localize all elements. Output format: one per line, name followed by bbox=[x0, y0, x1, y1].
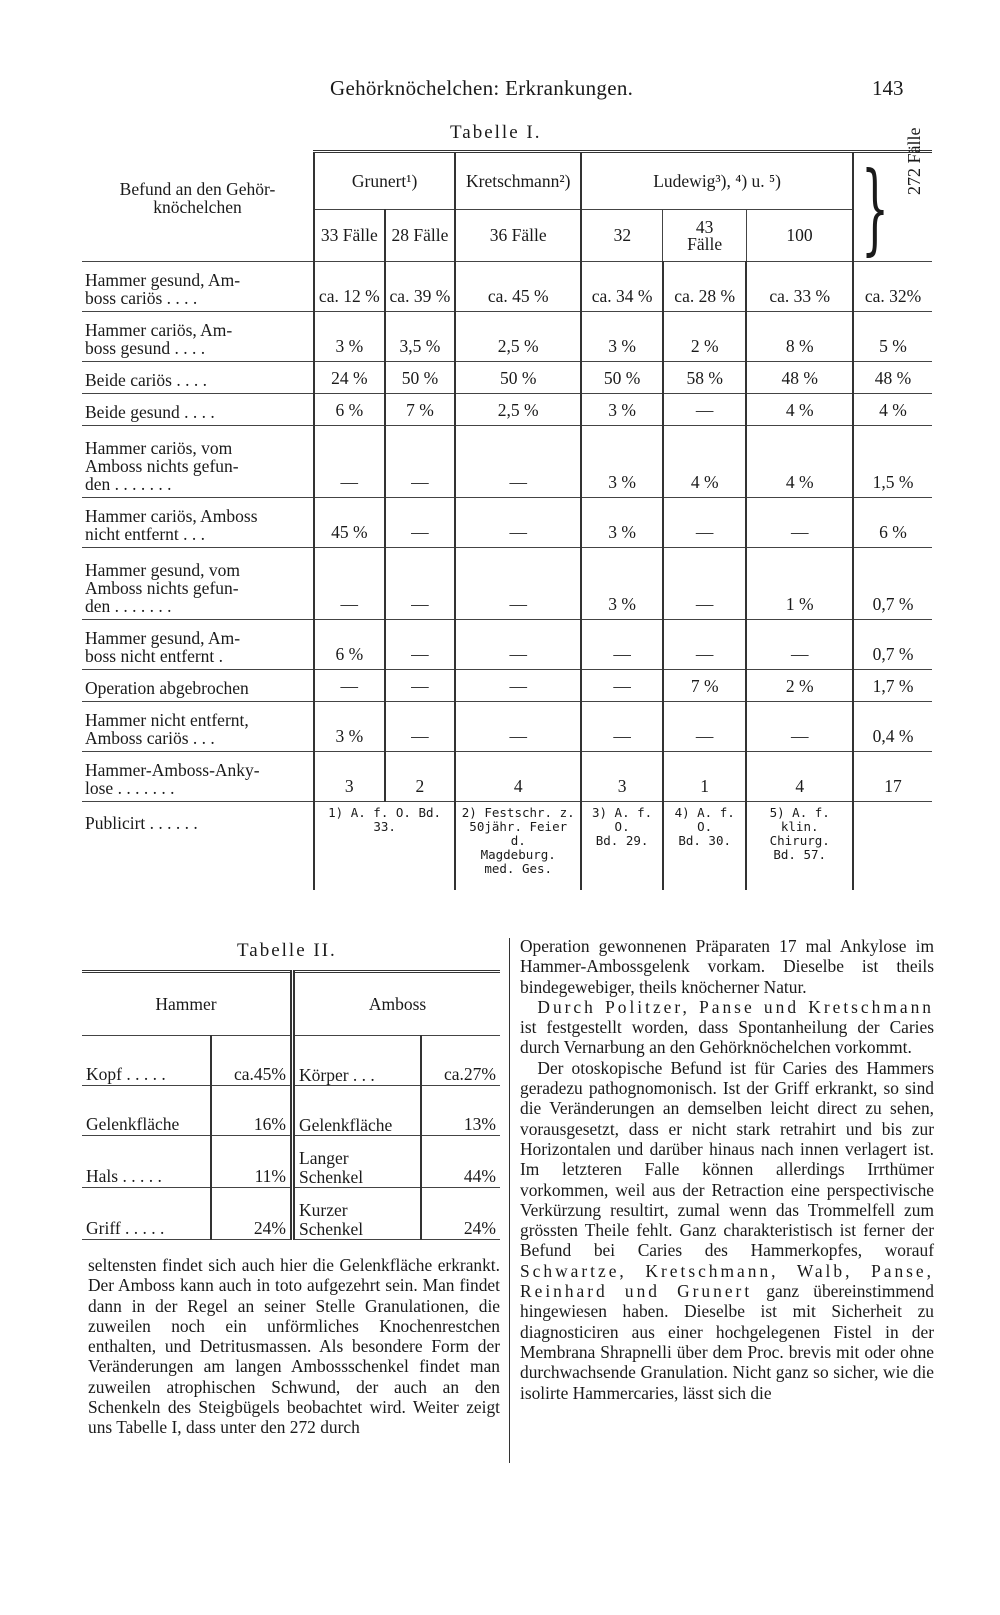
hammer-value: 24% bbox=[211, 1188, 293, 1240]
cell-value: — bbox=[455, 670, 581, 702]
cell-value: 24 % bbox=[314, 362, 385, 394]
cell-value: ca. 12 % bbox=[314, 262, 385, 312]
cell-value: 2 % bbox=[663, 312, 746, 362]
cell-value: — bbox=[746, 702, 853, 752]
cell-value: 4 % bbox=[746, 394, 853, 426]
cell-value: — bbox=[455, 426, 581, 498]
cell-value: 3 % bbox=[581, 426, 663, 498]
sub-header: 28 Fälle bbox=[385, 210, 456, 262]
table-row bbox=[82, 394, 932, 426]
cell-value: 50 % bbox=[455, 362, 581, 394]
amboss-value: 24% bbox=[421, 1188, 500, 1240]
cell-value: 4 bbox=[455, 752, 581, 802]
cell-value: — bbox=[314, 426, 385, 498]
cell-value: ca. 33 % bbox=[746, 262, 853, 312]
table-row bbox=[82, 262, 932, 312]
author-names-2: Schwartze, Kretschmann, Walb, Panse, Reinhard und Grunert bbox=[520, 1260, 934, 1302]
cell-value: 3 % bbox=[581, 548, 663, 620]
cell-value: 6 % bbox=[853, 498, 932, 548]
amboss-part: Kurzer Schenkel bbox=[293, 1188, 422, 1240]
cell-value: 50 % bbox=[581, 362, 663, 394]
sub-header: 43 Fälle bbox=[663, 210, 746, 262]
table-row bbox=[82, 1136, 500, 1188]
cell-value: 48 % bbox=[746, 362, 853, 394]
published-ref: 2) Festschr. z. 50jähr. Feier d. Magdeburg. med. Ges. bbox=[455, 802, 581, 890]
cell-value: — bbox=[663, 394, 746, 426]
row-label: Hammer cariös, Amboss nicht entfernt . . . bbox=[82, 498, 314, 548]
cell-value: 50 % bbox=[385, 362, 456, 394]
sub-header: 36 Fälle bbox=[455, 210, 581, 262]
cell-value: 3 % bbox=[581, 498, 663, 548]
cell-value: 7 % bbox=[385, 394, 456, 426]
cell-value: ca. 45 % bbox=[455, 262, 581, 312]
cell-value: 4 bbox=[746, 752, 853, 802]
total-cases-label: 272 Fälle bbox=[904, 127, 924, 195]
table2-caption: Tabelle II. bbox=[237, 940, 337, 961]
cell-value: — bbox=[455, 702, 581, 752]
table-row bbox=[82, 620, 932, 670]
cell-value: 5 % bbox=[853, 312, 932, 362]
published-label: Publicirt . . . . . . bbox=[85, 813, 198, 833]
left-column-text: seltensten findet sich auch hier die Gelenkfläche erkrankt. Der Amboss kann auch in toto aufgezehrt sein. Man findet dann in der Regel an seiner Stelle Granulationen, die zuweilen noch ein unförmliches Knochenrestchen enthalten, und Detritusmassen. Als besondere Form der Veränderungen am langen Ambossschenkel findet man zuweilen atrophischen Schwund, der auch an den Schenkeln des Steigbügels beobachtet wird. Weiter zeigt uns Tabelle I, dass unter den 272 durch bbox=[88, 1255, 500, 1438]
cell-value: — bbox=[663, 498, 746, 548]
row-label: Hammer cariös, vom Amboss nichts gefun- den . . . . . . . bbox=[82, 426, 314, 498]
hammer-part: Kopf . . . . . bbox=[82, 1036, 211, 1086]
cell-value: 4 % bbox=[663, 426, 746, 498]
table-row bbox=[82, 1188, 500, 1240]
cell-value: — bbox=[581, 702, 663, 752]
group-header: Grunert¹) bbox=[314, 152, 455, 210]
cell-value: — bbox=[581, 620, 663, 670]
amboss-part: Gelenkfläche bbox=[293, 1086, 422, 1136]
cell-value: — bbox=[385, 426, 456, 498]
running-title: Gehörknöchelchen: Erkrankungen. bbox=[330, 76, 634, 100]
column-divider bbox=[509, 938, 510, 1463]
cell-value: 0,4 % bbox=[853, 702, 932, 752]
paragraph-spontanheilung: ist festgestellt worden, dass Spontanheilung der Caries durch Vernarbung an den Gehörknöchelchen vorkommt. bbox=[520, 1017, 934, 1058]
cell-value: ca. 28 % bbox=[663, 262, 746, 312]
right-column-text bbox=[520, 936, 934, 1403]
sub-header: 33 Fälle bbox=[314, 210, 385, 262]
cell-value: 1 % bbox=[746, 548, 853, 620]
cell-value: ca. 34 % bbox=[581, 262, 663, 312]
cell-value: — bbox=[385, 620, 456, 670]
cell-value: 6 % bbox=[314, 620, 385, 670]
cell-value: 3 % bbox=[581, 394, 663, 426]
cell-value: — bbox=[385, 702, 456, 752]
table-row bbox=[82, 312, 932, 362]
hammer-part: Gelenkfläche bbox=[82, 1086, 211, 1136]
amboss-value: 13% bbox=[421, 1086, 500, 1136]
cell-value: 3,5 % bbox=[385, 312, 456, 362]
cell-value: 3 % bbox=[314, 702, 385, 752]
sub-header: 100 bbox=[746, 210, 853, 262]
cell-value: 8 % bbox=[746, 312, 853, 362]
cell-value: 3 % bbox=[314, 312, 385, 362]
table-row bbox=[82, 498, 932, 548]
amboss-part: Langer Schenkel bbox=[293, 1136, 422, 1188]
table-row bbox=[82, 1086, 500, 1136]
amboss-value: ca.27% bbox=[421, 1036, 500, 1086]
cell-value: 17 bbox=[853, 752, 932, 802]
published-ref: 4) A. f. O. Bd. 30. bbox=[663, 802, 746, 890]
table1 bbox=[82, 150, 932, 890]
cell-value: 4 % bbox=[746, 426, 853, 498]
cell-value: — bbox=[746, 498, 853, 548]
sub-header: 32 bbox=[581, 210, 663, 262]
hammer-value: ca.45% bbox=[211, 1036, 293, 1086]
hammer-value: 11% bbox=[211, 1136, 293, 1188]
cell-value: — bbox=[455, 620, 581, 670]
cell-value: 6 % bbox=[314, 394, 385, 426]
cell-value: — bbox=[455, 548, 581, 620]
published-ref: 1) A. f. O. Bd. 33. bbox=[314, 802, 455, 890]
row-label: Hammer gesund, vom Amboss nichts gefun- den . . . . . . . bbox=[82, 548, 314, 620]
row-label: Hammer nicht entfernt, Amboss cariös . . . bbox=[82, 702, 314, 752]
cell-value: — bbox=[663, 702, 746, 752]
cell-value: 1 bbox=[663, 752, 746, 802]
hammer-part: Griff . . . . . bbox=[82, 1188, 211, 1240]
paragraph-ankylose: Operation gewonnenen Präparaten 17 mal Ankylose im Hammer-Ambossgelenk vorkam. Dieselbe ist theils bindegewebiger, theils knöcherner Natur. bbox=[520, 936, 934, 997]
cell-value: 3 bbox=[581, 752, 663, 802]
published-ref: 5) A. f. klin. Chirurg. Bd. 57. bbox=[746, 802, 853, 890]
cell-value: ca. 32% bbox=[853, 262, 932, 312]
group-header: Kretschmann²) bbox=[455, 152, 581, 210]
table-row bbox=[82, 752, 932, 802]
cell-value: 4 % bbox=[853, 394, 932, 426]
cell-value: 2 % bbox=[746, 670, 853, 702]
table1-caption: Tabelle I. bbox=[450, 122, 542, 143]
table-row bbox=[82, 426, 932, 498]
table-row bbox=[82, 548, 932, 620]
table-row bbox=[82, 1036, 500, 1086]
paragraph-otoskopie-b: ganz übereinstimmend hingewiesen haben. Dieselbe ist mit Sicherheit zu diagnosticiren aus einer hochgelegenen Fistel in der Membrana Shrapnelli über dem Proc. brevis mit oder ohne durchwachsende Granulation. Nicht ganz so sicher, wie die isolirte Hammercaries, lässt sich die bbox=[520, 1281, 934, 1403]
cell-value: 1,5 % bbox=[853, 426, 932, 498]
row-label: Hammer gesund, Am- boss cariös . . . . bbox=[82, 262, 314, 312]
table-row bbox=[82, 362, 932, 394]
cell-value: — bbox=[663, 620, 746, 670]
row-label: Hammer gesund, Am- boss nicht entfernt . bbox=[82, 620, 314, 670]
amboss-header: Amboss bbox=[293, 972, 501, 1036]
author-names-1: Durch Politzer, Panse und Kretschmann bbox=[537, 996, 934, 1017]
cell-value: — bbox=[581, 670, 663, 702]
cell-value: — bbox=[385, 670, 456, 702]
cell-value: — bbox=[385, 498, 456, 548]
cell-value: — bbox=[314, 548, 385, 620]
cell-value: ca. 39 % bbox=[385, 262, 456, 312]
cell-value: 2,5 % bbox=[455, 394, 581, 426]
hammer-part: Hals . . . . . bbox=[82, 1136, 211, 1188]
cell-value: 7 % bbox=[663, 670, 746, 702]
cell-value: 2 bbox=[385, 752, 456, 802]
cell-value: 3 % bbox=[581, 312, 663, 362]
cell-value: 0,7 % bbox=[853, 620, 932, 670]
group-header: Ludewig³), ⁴) u. ⁵) bbox=[581, 152, 853, 210]
hammer-header: Hammer bbox=[82, 972, 293, 1036]
amboss-value: 44% bbox=[421, 1136, 500, 1188]
cell-value: — bbox=[385, 548, 456, 620]
cell-value: 3 bbox=[314, 752, 385, 802]
row-label: Operation abgebrochen bbox=[82, 670, 314, 702]
row-label: Hammer-Amboss-Anky- lose . . . . . . . bbox=[82, 752, 314, 802]
cell-value: — bbox=[746, 620, 853, 670]
cell-value: 0,7 % bbox=[853, 548, 932, 620]
row-label: Beide cariös . . . . bbox=[82, 362, 314, 394]
page-number: 143 bbox=[872, 76, 904, 100]
amboss-part: Körper . . . bbox=[293, 1036, 422, 1086]
table2 bbox=[82, 970, 500, 1240]
cell-value: 58 % bbox=[663, 362, 746, 394]
table-row bbox=[82, 670, 932, 702]
cell-value: 1,7 % bbox=[853, 670, 932, 702]
row-label: Hammer cariös, Am- boss gesund . . . . bbox=[82, 312, 314, 362]
cell-value: 2,5 % bbox=[455, 312, 581, 362]
cell-value: 45 % bbox=[314, 498, 385, 548]
published-ref-empty bbox=[853, 802, 932, 890]
brace-glyph: } bbox=[861, 152, 890, 266]
corner-label: Befund an den Gehör- knöchelchen bbox=[82, 152, 314, 262]
cell-value: — bbox=[455, 498, 581, 548]
cell-value: — bbox=[314, 670, 385, 702]
cell-value: — bbox=[663, 548, 746, 620]
table-row bbox=[82, 702, 932, 752]
hammer-value: 16% bbox=[211, 1086, 293, 1136]
cell-value: 48 % bbox=[853, 362, 932, 394]
row-label: Beide gesund . . . . bbox=[82, 394, 314, 426]
published-ref: 3) A. f. O. Bd. 29. bbox=[581, 802, 663, 890]
paragraph-otoskopie-a: Der otoskopische Befund ist für Caries des Hammers geradezu pathognomonisch. Ist der Griff erkrankt, so sind die Veränderungen an demselben leicht direct zu sehen, vorausgesetzt, dass er nicht stark retrahirt und bis zur Horizontalen und darüber hinaus nach innen verlagert ist. Im letzteren Falle können allerdings Irrthümer vorkommen, weil aus der Retraction eine perspectivische Verkürzung resultirt, zumal wenn das Trommelfell zum grössten Theile fehlt. Ganz charakteristisch ist ferner der Befund bei Caries des Hammerkopfes, worauf bbox=[520, 1057, 934, 1261]
